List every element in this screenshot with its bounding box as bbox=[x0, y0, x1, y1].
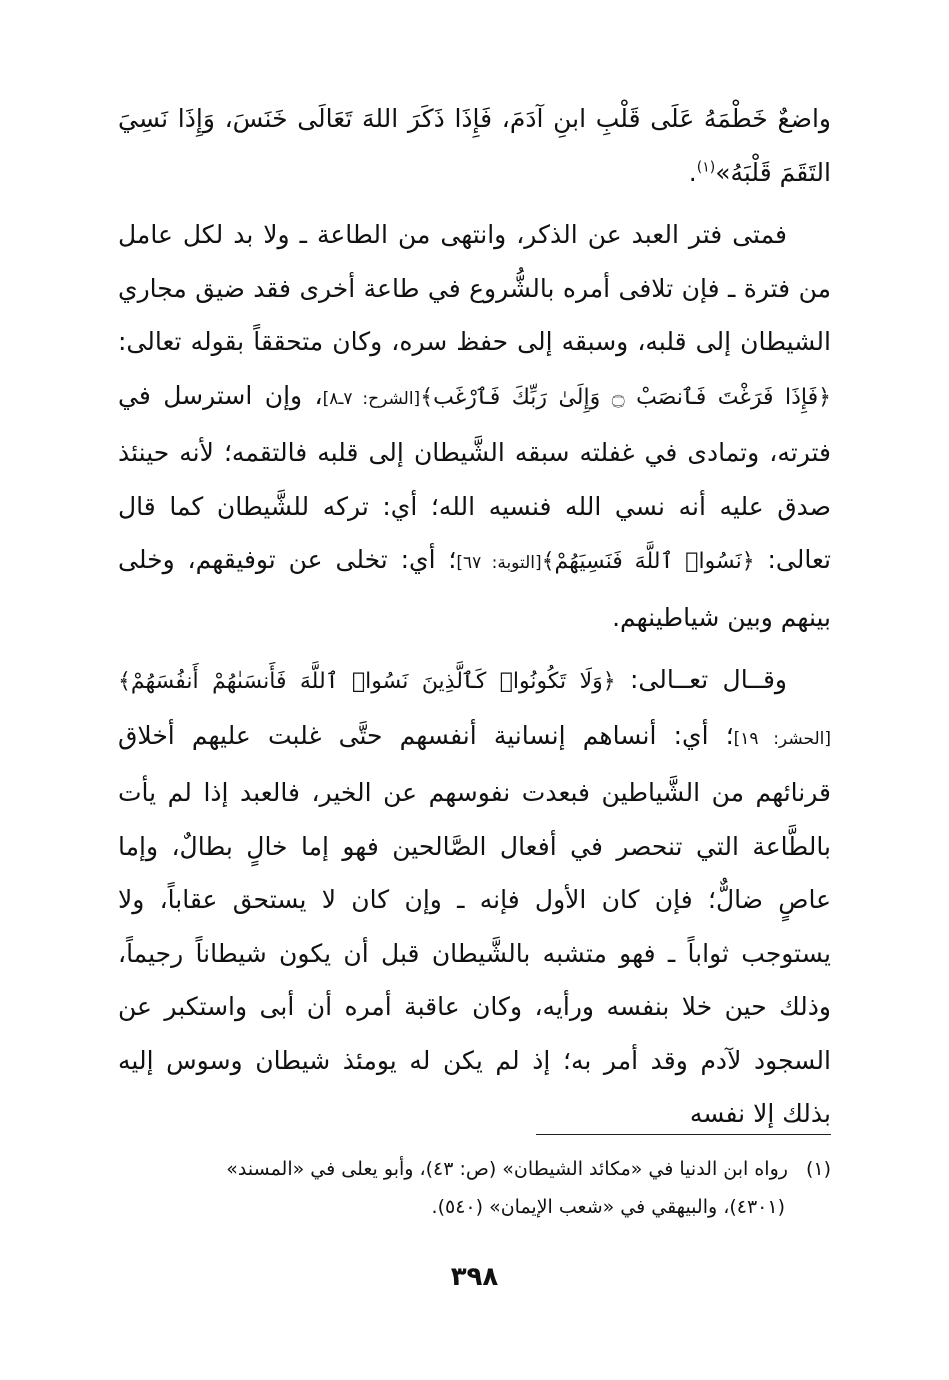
main-text bbox=[118, 92, 831, 1141]
footnote-line-2: (٤٣٠١)، والبيهقي في «شعب الإيمان» (٥٤٠). bbox=[431, 1196, 785, 1218]
paragraph-on-hashr-verse bbox=[118, 653, 831, 1141]
footnote-marker[interactable]: (١) bbox=[696, 159, 716, 176]
footnote-text: رواه ابن الدنيا في «مكائد الشيطان» (ص: ٤٣)، وأبو يعلى في «المسند» bbox=[226, 1158, 788, 1180]
footnotes bbox=[118, 1150, 831, 1226]
hadith-text: واضعٌ خَطْمَهُ عَلَى قَلْبِ ابنِ آدَمَ، فَإِذَا ذَكَرَ اللهَ تَعَالَى خَنَسَ، وَإِذَا نَسِيَ التَقَمَ قَلْبَهُ» bbox=[118, 104, 831, 187]
verse-reference-hashr: [الحشر: ١٩] bbox=[733, 728, 831, 749]
text-segment: ؛ أي: تخلى عن توفيقهم، وخلى بينهم وبين شياطينهم. bbox=[118, 545, 831, 632]
footnote-number: (١) bbox=[805, 1158, 831, 1180]
paragraph-end-mark: . bbox=[688, 157, 697, 187]
footnote-separator bbox=[536, 1134, 831, 1135]
text-segment: ؛ أي: أنساهم إنسانية أنفسهم حتَّى غلبت عليهم أخلاق قرنائهم من الشَّياطين فبعدت نفوسهم عن الخير، فالعبد إذا لم يأت بالطَّاعة التي تنحصر في أفعال الصَّالحين فهو إما خالٍ بطالٌ، وإما عاصٍ ضالٌّ؛ فإن كان الأول فإنه ـ وإن كان لا يستحق عقاباً، ولا يستوجب ثواباً ـ فهو متشبه بالشَّيطان قبل أن يكون شيطاناً رجيماً، وذلك حين خلا بنفسه ورأيه، وكان عاقبة أمره أن أبى واستكبر عن السجود لآدم وقد أمر به؛ إذ لم يكن له يومئذ شيطان وسوس إليه بذلك إلا نفسه bbox=[118, 720, 831, 1128]
text-segment: فمتى فتر العبد عن الذكر، وانتهى من الطاعة ـ ولا بد لكل عامل من فترة ـ فإن تلافى أمره بالشُّروع في طاعة أخرى فقد ضيق مجاري الشيطان إلى قلبه، وسبقه إلى حفظ سره، وكان متحققاً بقوله تعالى: bbox=[118, 220, 831, 356]
verse-reference-sharh: [الشرح: ٧ـ٨] bbox=[322, 388, 421, 409]
text-segment: وقــال تعــالى: bbox=[615, 665, 787, 694]
quran-verse-tawbah: ﴿نَسُوا۟ ٱللَّهَ فَنَسِيَهُمْ﴾ bbox=[541, 549, 755, 574]
quran-verse-sharh: ﴿فَإِذَا فَرَغْتَ فَٱنصَبْ ۝ وَإِلَىٰ رَبِّكَ فَٱرْغَب﴾ bbox=[420, 384, 832, 410]
page-number: ٣٩٨ bbox=[450, 1262, 499, 1292]
text-segment: ، وإن استرسل في فترته، وتمادى في غفلته سبقه الشَّيطان إلى قلبه فالتقمه؛ لأنه حينئذ صدق عليه أنه نسي الله فنسيه الله؛ أي: تركه للشَّيطان كما قال تعالى: bbox=[118, 380, 831, 574]
quran-verse-hashr: ﴿وَلَا تَكُونُوا۟ كَٱلَّذِينَ نَسُوا۟ ٱللَّهَ فَأَنسَىٰهُمْ أَنفُسَهُمْ﴾ bbox=[118, 669, 616, 694]
verse-reference-tawbah: [التوبة: ٦٧] bbox=[456, 553, 542, 573]
footnote-line-1 bbox=[118, 1150, 831, 1188]
paragraph-hadith-ending bbox=[118, 92, 831, 199]
paragraph-on-forgetting bbox=[118, 208, 831, 644]
